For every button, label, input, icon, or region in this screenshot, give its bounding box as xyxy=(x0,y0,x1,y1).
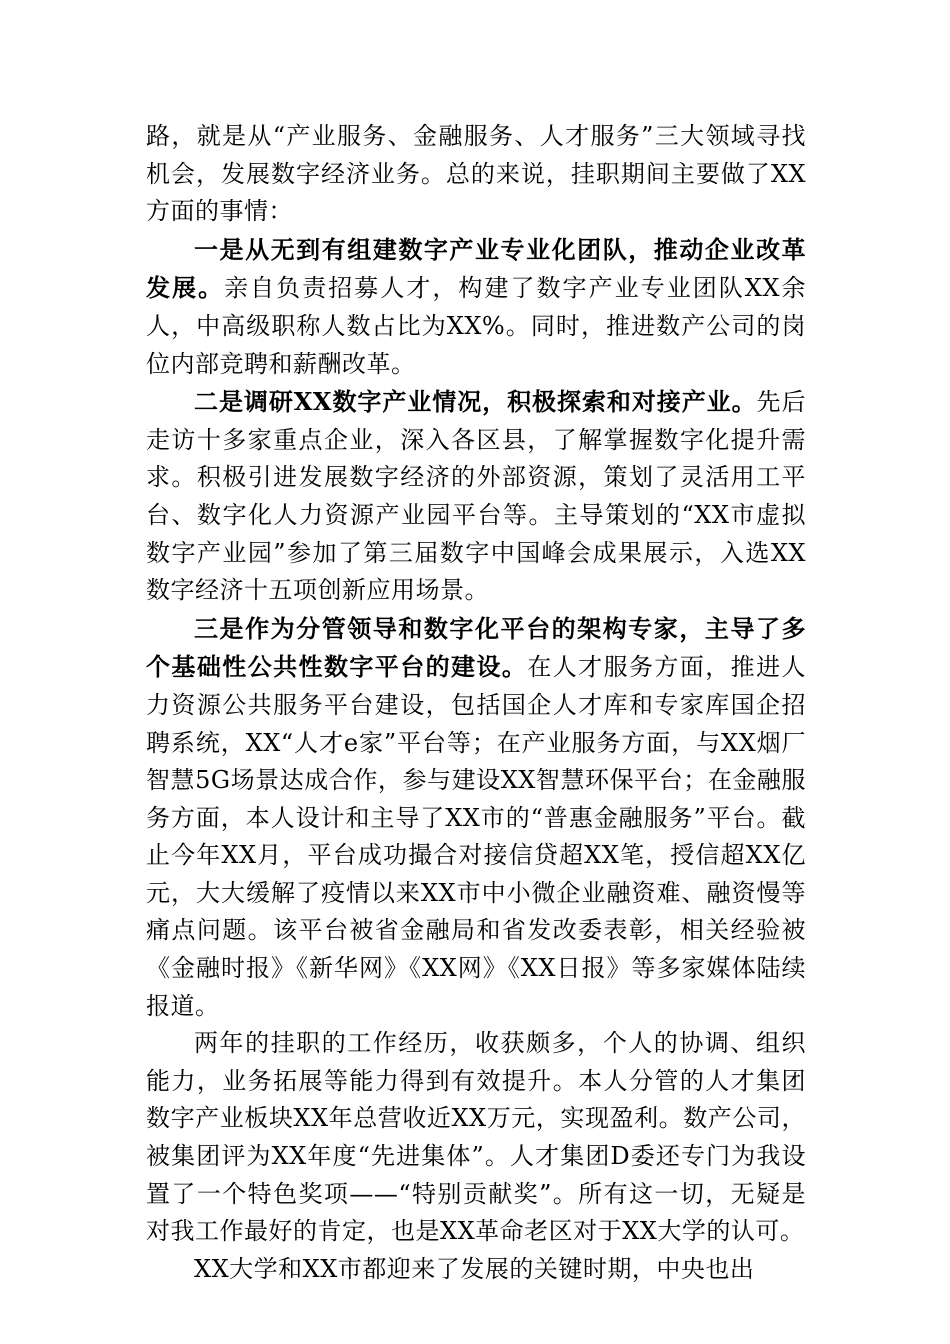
paragraph-lead-heading: 三是作为分管领导和数字化平台的架构专家，主导了多个基础性公共性数字平台的建设。 xyxy=(146,613,806,682)
paragraph-text: 在人才服务方面，推进人力资源公共服务平台建设，包括国企人才库和专家库国企招聘系统，XX“人才e家”平台等；在产业服务方面，与XX烟厂智慧5G场景达成合作，参与建设XX智慧环保平台；在金融服务方面，本人设计和主导了XX市的“普惠金融服务”平台。截止今年XX月，平台成功撮合对接信贷超XX笔，授信超XX亿元，大大缓解了疫情以来XX市中小微企业融资难、融资慢等痛点问题。该平台被省金融局和省发改委表彰，相关经验被《金融时报》《新华网》《XX网》《XX日报》等多家媒体陆续报道。 xyxy=(146,653,807,1020)
paragraph-text: 路，就是从“产业服务、金融服务、人才服务”三大领域寻找机会，发展数字经济业务。总的来说，挂职期间主要做了XX方面的事情： xyxy=(146,122,806,226)
paragraph-summary xyxy=(146,1025,806,1251)
paragraph-text: 先后走访十多家重点企业，深入各区县，了解掌握数字化提升需求。积极引进发展数字经济的外部资源，策划了灵活用工平台、数字化人力资源产业园平台等。主导策划的“XX市虚拟数字产业园”参加了第三届数字中国峰会成果展示，入选XX数字经济十五项创新应用场景。 xyxy=(146,388,806,605)
paragraph-item-three xyxy=(146,610,806,1026)
paragraph-item-one xyxy=(146,231,806,383)
paragraph-intro-continuation xyxy=(146,118,806,231)
document-page xyxy=(146,118,806,1288)
paragraph-lead-heading: 一是从无到有组建数字产业专业化团队，推动企业改革发展。 xyxy=(146,234,806,303)
paragraph-text: 亲自负责招募人才，构建了数字产业专业团队XX余人，中高级职称人数占比为XX%。同时，推进数产公司的岗位内部竞聘和薪酬改革。 xyxy=(146,274,807,378)
paragraph-lead-heading: 二是调研XX数字产业情况，积极探索和对接产业。 xyxy=(194,387,757,417)
paragraph-text: XX大学和XX市都迎来了发展的关键时期，中央也出 xyxy=(194,1254,755,1283)
paragraph-item-two xyxy=(146,383,806,610)
paragraph-text: 两年的挂职的工作经历，收获颇多，个人的协调、组织能力，业务拓展等能力得到有效提升。本人分管的人才集团数字产业板块XX年总营收近XX万元，实现盈利。数产公司，被集团评为XX年度“先进集体”。人才集团D委还专门为我设置了一个特色奖项——“特别贡献奖”。所有这一切，无疑是对我工作最好的肯定，也是XX革命老区对于XX大学的认可。 xyxy=(146,1029,806,1246)
paragraph-closing-start xyxy=(146,1251,806,1289)
